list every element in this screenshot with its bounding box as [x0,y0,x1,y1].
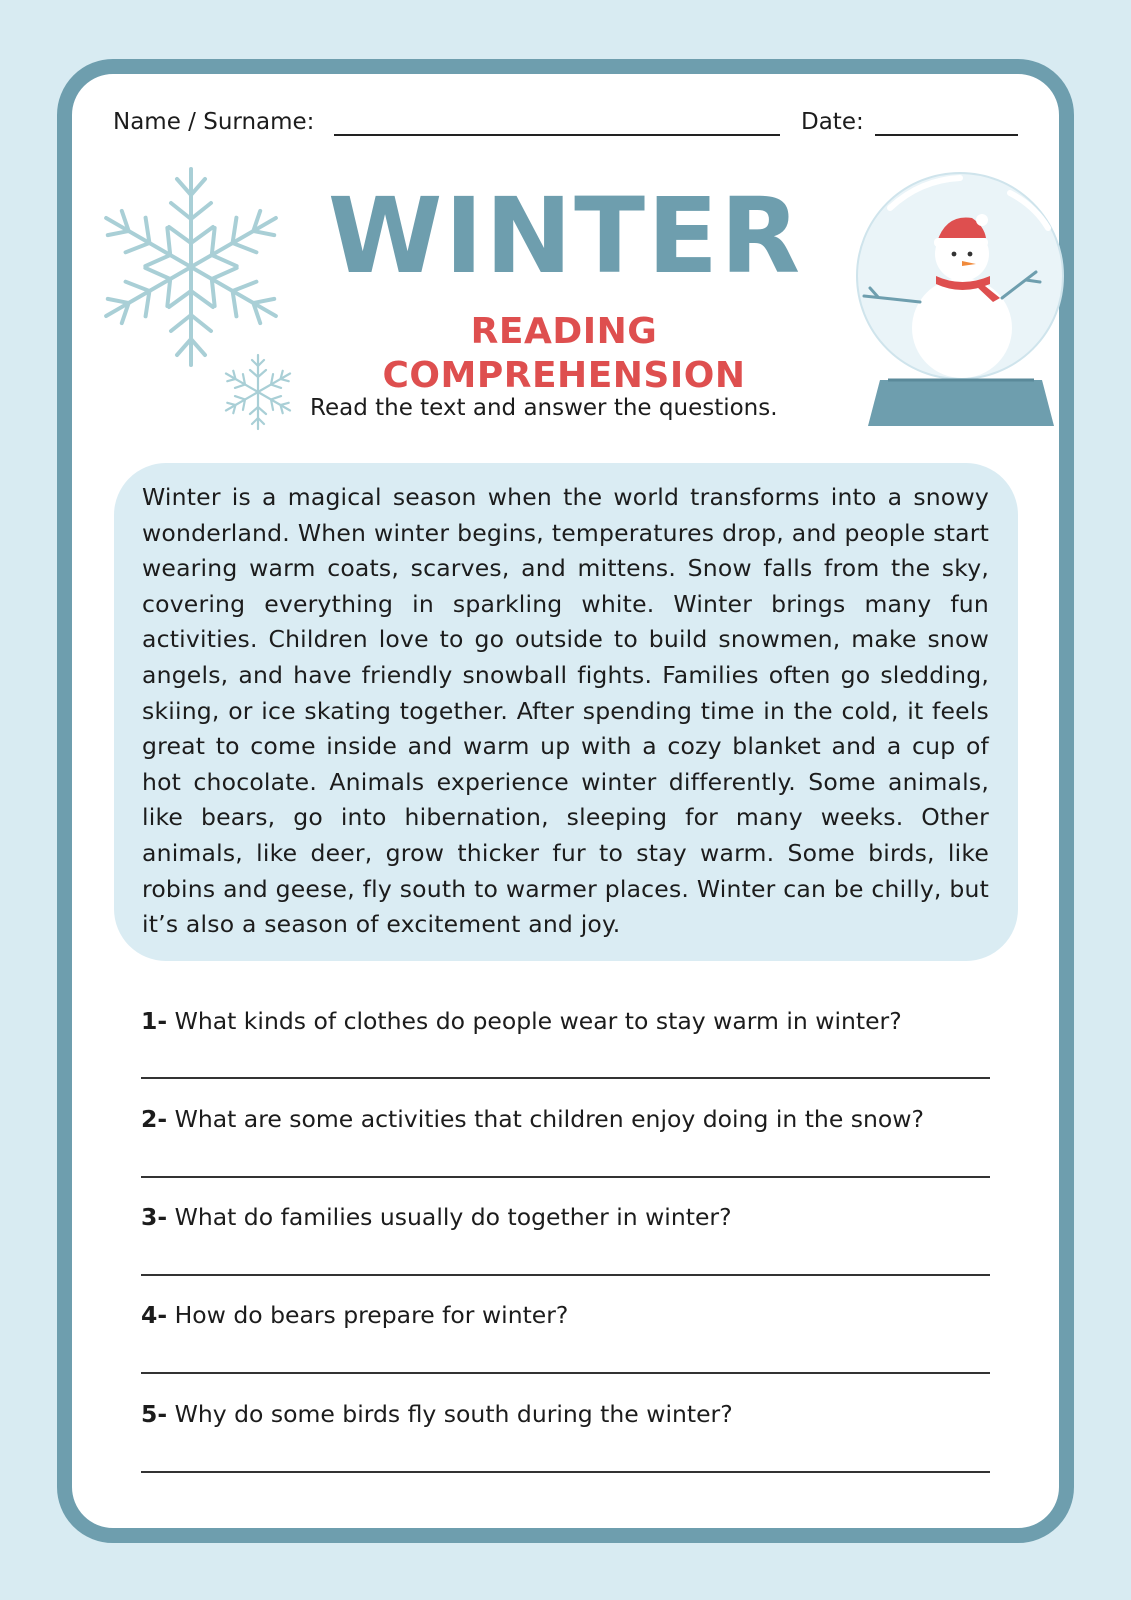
name-surname-line[interactable] [334,134,780,136]
question-text: Why do some birds fly south during the winter? [174,1400,733,1428]
snow-globe-snowman-icon [850,168,1072,426]
question-item [141,1202,732,1232]
answer-line[interactable] [141,1176,990,1178]
page-subtitle: READING COMPREHENSION [382,311,746,396]
question-number: 1- [141,1007,168,1035]
date-label: Date: [801,109,864,135]
question-text: What are some activities that children enjoy doing in the snow? [174,1105,924,1133]
answer-line[interactable] [141,1471,990,1473]
question-number: 2- [141,1105,168,1133]
question-item [141,1300,568,1330]
question-item [141,1399,733,1429]
answer-line[interactable] [141,1077,990,1079]
date-line[interactable] [875,134,1018,136]
question-item [141,1006,902,1036]
question-text: How do bears prepare for winter? [174,1301,569,1329]
question-text: What do families usually do together in winter? [174,1203,732,1231]
answer-line[interactable] [141,1274,990,1276]
question-number: 4- [141,1301,168,1329]
page-title: WINTER [327,175,803,297]
answer-line[interactable] [141,1372,990,1374]
reading-passage-box [114,463,1018,961]
instructions-text: Read the text and answer the questions. [310,395,778,421]
question-number: 3- [141,1203,168,1231]
name-surname-label: Name / Surname: [113,109,315,135]
reading-passage: Winter is a magical season when the world transforms into a snowy wonderland. When winter begins, temperatures drop, and people start wearing warm coats, scarves, and mittens. Snow falls from the sky, covering everything in sparkling white. Winter brings many fun activities. Children love to go outside to build snowmen, make snow angels, and have friendly snowball fights. Families often go sledding, skiing, or ice skating together. After spending time in the cold, it feels great to come inside and warm up with a cozy blanket and a cup of hot chocolate. Animals experience winter differently. Some animals, like bears, go into hibernation, sleeping for many weeks. Other animals, like deer, grow thicker fur to stay warm. Some birds, like robins and geese, fly south to warmer places. Winter can be chilly, but it’s also a season of excitement and joy. [142,483,989,939]
question-item [141,1104,924,1134]
question-number: 5- [141,1400,168,1428]
snowflake-icon [96,162,286,372]
question-text: What kinds of clothes do people wear to stay warm in winter? [174,1007,902,1035]
